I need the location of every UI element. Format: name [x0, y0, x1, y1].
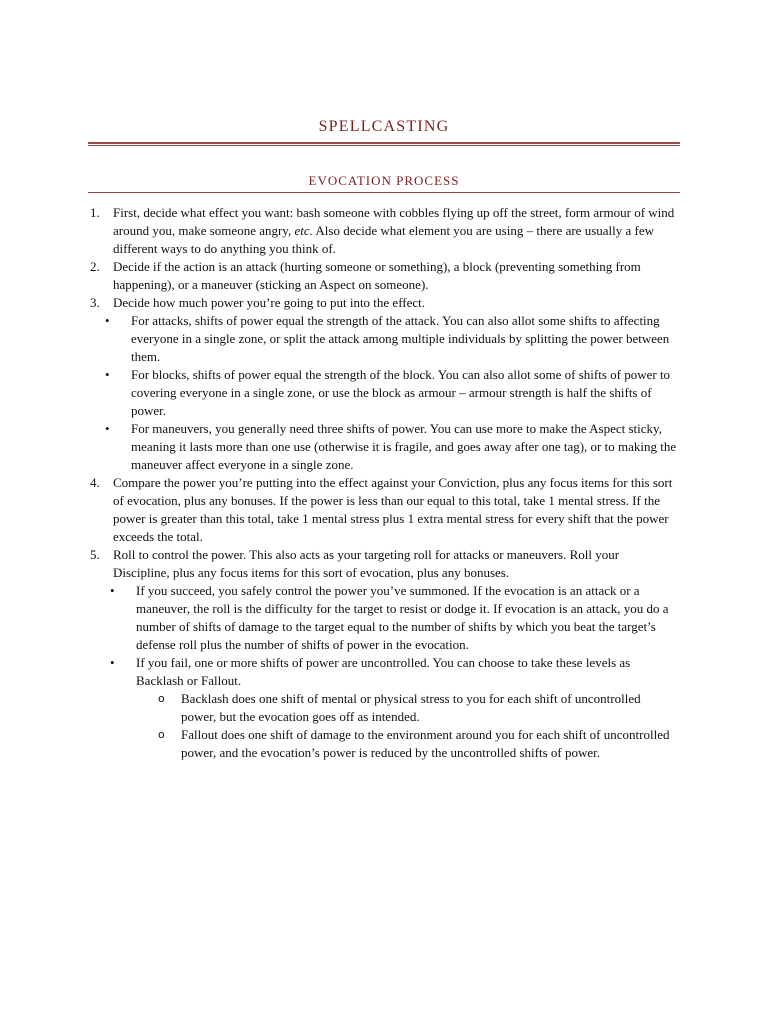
circle-bullet-icon: o [158, 692, 165, 705]
bullet-icon: • [105, 421, 110, 436]
sub-item-text: Fallout does one shift of damage to the environment around you for each shift of uncontrolled power, and the evocation’s power is reduced by the uncontrolled shifts of power. [181, 727, 670, 760]
page-title: SPELLCASTING [318, 118, 450, 135]
bullet-item-maneuvers [88, 420, 678, 474]
circle-bullet-icon: o [158, 728, 165, 741]
bullet-item-attacks [88, 312, 678, 366]
bullet-icon: • [105, 313, 110, 328]
bullet-text: If you fail, one or more shifts of power are uncontrolled. You can choose to take these levels as Backlash or Fallout. [136, 655, 631, 688]
step-1 [88, 204, 678, 258]
bullet-text: For blocks, shifts of power equal the strength of the block. You can also allot some of shifts of power to covering everyone in a single zone, or use the block as armour – armour strength is half the shifts of power. [131, 367, 671, 418]
title-double-rule [88, 142, 680, 146]
sub-item-backlash [88, 690, 678, 726]
evocation-steps-list [88, 204, 678, 762]
step-5 [88, 546, 678, 582]
step-4 [88, 474, 678, 546]
step-3 [88, 294, 678, 312]
emphasis-text: etc. [294, 223, 313, 238]
step-text: Roll to control the power. This also acts as your targeting roll for attacks or maneuvers. Roll your Discipline, plus any focus items for this sort of evocation, plus any bonuses. [113, 547, 620, 580]
step-text: First, decide what effect you want: bash someone with cobbles flying up off the street, form armour of wind around you, make someone angry, etc. Also decide what element you are using – there are usually a few different ways to do anything you think of. [113, 205, 675, 256]
sub-item-text: Backlash does one shift of mental or physical stress to you for each shift of uncontrolled power, but the evocation goes off as intended. [181, 691, 641, 724]
bullet-item-fail [88, 654, 678, 690]
section-heading: EVOCATION PROCESS [308, 173, 460, 188]
bullet-item-blocks [88, 366, 678, 420]
step-text: Decide if the action is an attack (hurting someone or something), a block (preventing something from happening), or a maneuver (sticking an Aspect on someone). [113, 259, 641, 292]
step-number: 2. [90, 259, 100, 274]
step-number: 3. [90, 295, 100, 310]
step-text: Compare the power you’re putting into the effect against your Conviction, plus any focus items for this sort of evocation, plus any bonuses. If the power is less than our equal to this total, take 1 mental stress. If the power is greater than this total, take 1 mental stress plus 1 extra mental stress for every shift that the power exceeds the total. [113, 475, 673, 544]
bullet-icon: • [110, 583, 115, 598]
bullet-icon: • [110, 655, 115, 670]
step-number: 1. [90, 205, 100, 220]
step-number: 4. [90, 475, 100, 490]
bullet-text: For attacks, shifts of power equal the strength of the attack. You can also allot some shifts to affecting everyone in a single zone, or split the attack among multiple individuals by splitting the power between them. [131, 313, 670, 364]
bullet-icon: • [105, 367, 110, 382]
step-2 [88, 258, 678, 294]
bullet-text: If you succeed, you safely control the power you’ve summoned. If the evocation is an attack or a maneuver, the roll is the difficulty for the target to resist or dodge it. If evocation is an attack, you do a number of shifts of damage to the target equal to the number of shifts by which you beat the target’s defense roll plus the number of shifts of power in the evocation. [136, 583, 669, 652]
bullet-text: For maneuvers, you generally need three shifts of power. You can use more to make the Aspect sticky, meaning it lasts more than one use (otherwise it is fragile, and goes away after one tag), or to making the maneuver affect everyone in a single zone. [131, 421, 677, 472]
section-rule [88, 192, 680, 193]
bullet-item-succeed [88, 582, 678, 654]
sub-item-fallout [88, 726, 678, 762]
step-number: 5. [90, 547, 100, 562]
step-text: Decide how much power you’re going to put into the effect. [113, 295, 426, 310]
